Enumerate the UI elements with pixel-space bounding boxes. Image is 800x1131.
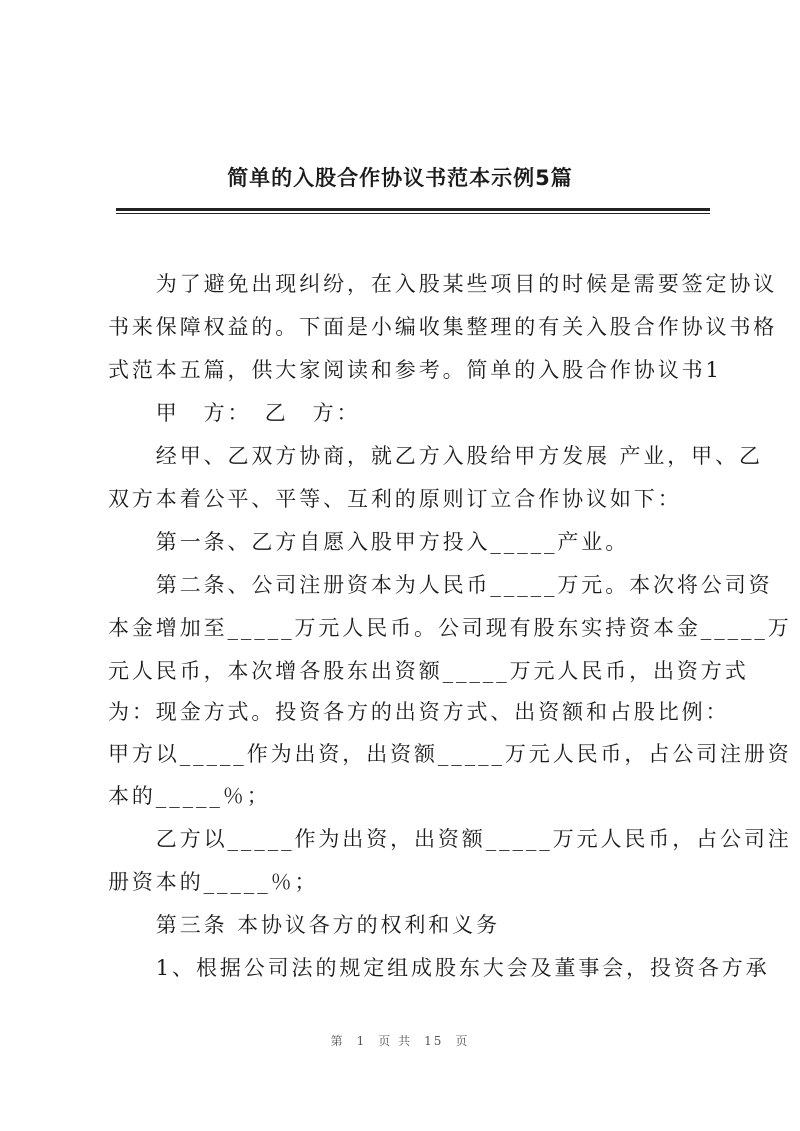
body-line: 书来保障权益的。下面是小编收集整理的有关入股合作协议书格 xyxy=(108,315,778,339)
body-line: 为了避免出现纠纷，在入股某些项目的时候是需要签定协议 xyxy=(108,272,778,296)
footer-label-total: 页 共 xyxy=(378,1034,413,1048)
body-line: 甲方以_____作为出资，出资额_____万元人民币，占公司注册资 xyxy=(108,742,792,766)
body-line: 式范本五篇，供大家阅读和参考。简单的入股合作协议书1 xyxy=(108,358,722,382)
page-footer xyxy=(0,1032,800,1049)
body-line: 本的_____％； xyxy=(108,784,271,808)
body-line: 元人民币，本次增各股东出资额_____万元人民币，出资方式 xyxy=(108,659,749,683)
body-line: 双方本着公平、平等、互利的原则订立合作协议如下： xyxy=(108,487,682,511)
body-line: 本金增加至_____万元人民币。公司现有股东实持资本金_____万 xyxy=(108,616,792,640)
body-line: 第二条、公司注册资本为人民币_____万元。本次将公司资 xyxy=(108,573,773,597)
footer-total-pages: 15 xyxy=(424,1034,444,1048)
footer-label-end: 页 xyxy=(455,1034,470,1048)
body-line: 第一条、乙方自愿入股甲方投入_____产业。 xyxy=(108,530,630,554)
footer-label-page: 第 xyxy=(330,1034,345,1048)
body-line: 乙方以_____作为出资，出资额_____万元人民币，占公司注 xyxy=(108,827,792,851)
body-line: 经甲、乙双方协商，就乙方入股给甲方发展 产业，甲、乙 xyxy=(108,444,763,468)
title-divider xyxy=(116,208,710,214)
body-line: 第三条 本协议各方的权利和义务 xyxy=(108,913,500,937)
body-line: 1、根据公司法的规定组成股东大会及董事会，投资各方承 xyxy=(108,956,770,980)
body-line: 甲 方： 乙 方： xyxy=(108,401,361,425)
body-line: 册资本的_____％； xyxy=(108,870,319,894)
body-line: 为：现金方式。投资各方的出资方式、出资额和占股比例： xyxy=(108,700,730,724)
footer-current-page: 1 xyxy=(356,1034,367,1048)
document-title: 简单的入股合作协议书范本示例5篇 xyxy=(227,166,573,190)
